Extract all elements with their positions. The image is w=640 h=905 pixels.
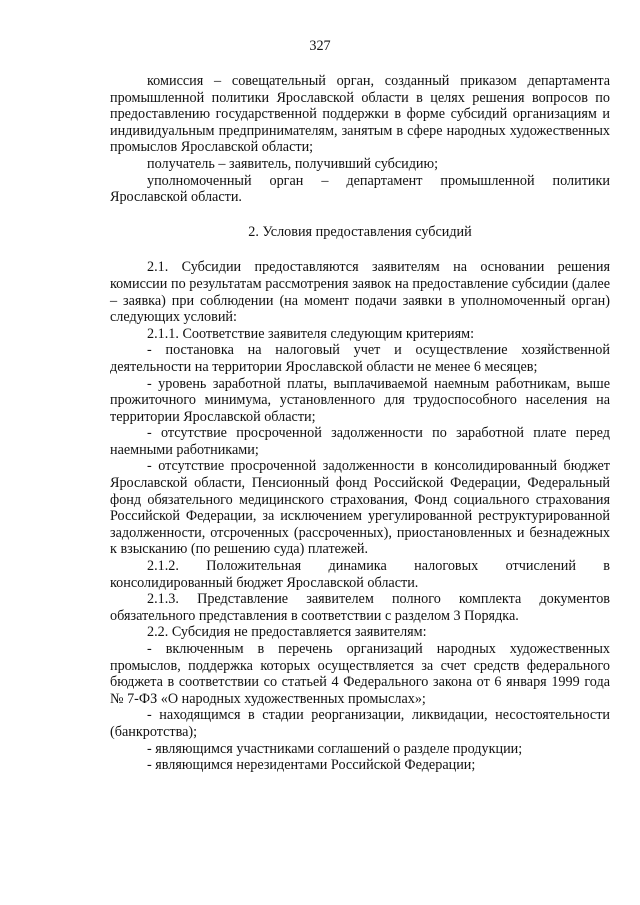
paragraph-2-1: 2.1. Субсидии предоставляются заявителям на основании решения комиссии по результатам рассмотрения заявок на предоставление субсидии (далее – заявка) при соблюдении (на момент подачи заявки в уполномоченный орган) следующих условий: xyxy=(110,259,610,326)
list-item: - постановка на налоговый учет и осуществление хозяйственной деятельности на территории Ярославской области не менее 6 месяцев; xyxy=(110,342,610,375)
page-number: 327 xyxy=(309,38,331,54)
list-item: - включенным в перечень организаций народных художественных промыслов, поддержка которых осуществляется за счет средств федерального бюджета в соответствии со статьей 4 Федерального закона от 6 января 1999 года № 7-ФЗ «О народных художественных промыслах»; xyxy=(110,641,610,707)
paragraph-2-1-1: 2.1.1. Соответствие заявителя следующим критериям: xyxy=(147,325,475,342)
list-item: - являющимся нерезидентами Российской Федерации; xyxy=(147,757,476,774)
paragraph-recipient-definition: получатель – заявитель, получивший субсидию; xyxy=(147,155,439,172)
list-item: - отсутствие просроченной задолженности по заработной плате перед наемными работниками; xyxy=(110,425,610,458)
paragraph-commission-definition: комиссия – совещательный орган, созданный приказом департамента промышленной политики Ярославской области в целях решения вопросов по предоставлению государственной поддержки в форме субсидий организациям и индивидуальным предпринимателям, занятым в сфере народных художественных промыслов Ярославской области; xyxy=(110,73,610,156)
section-heading: 2. Условия предоставления субсидий xyxy=(248,223,472,240)
list-item: - отсутствие просроченной задолженности в консолидированный бюджет Ярославской области, Пенсионный фонд Российской Федерации, Федеральный фонд обязательного медицинского страхования, Фонд социального страхования Российской Федерации, за исключением урегулированной реструктурированной задолженности, отсроченных (рассроченных), приостановленных и безнадежных к взысканию (по решению суда) платежей. xyxy=(110,458,610,558)
list-item: - уровень заработной платы, выплачиваемой наемным работникам, выше прожиточного минимума, установленного для трудоспособного населения на территории Ярославской области; xyxy=(110,375,610,425)
paragraph-2-1-2: 2.1.2. Положительная динамика налоговых отчислений в консолидированный бюджет Ярославской области. xyxy=(110,558,610,591)
paragraph-2-1-3: 2.1.3. Представление заявителем полного комплекта документов обязательного представления в соответствии с разделом 3 Порядка. xyxy=(110,591,610,624)
paragraph-authorized-body-definition: уполномоченный орган – департамент промышленной политики Ярославской области. xyxy=(110,172,610,206)
list-item: - являющимся участниками соглашений о разделе продукции; xyxy=(147,740,523,757)
document-body xyxy=(110,73,610,774)
paragraph-2-2: 2.2. Субсидия не предоставляется заявителям: xyxy=(147,624,427,641)
list-item: - находящимся в стадии реорганизации, ликвидации, несостоятельности (банкротства); xyxy=(110,707,610,740)
